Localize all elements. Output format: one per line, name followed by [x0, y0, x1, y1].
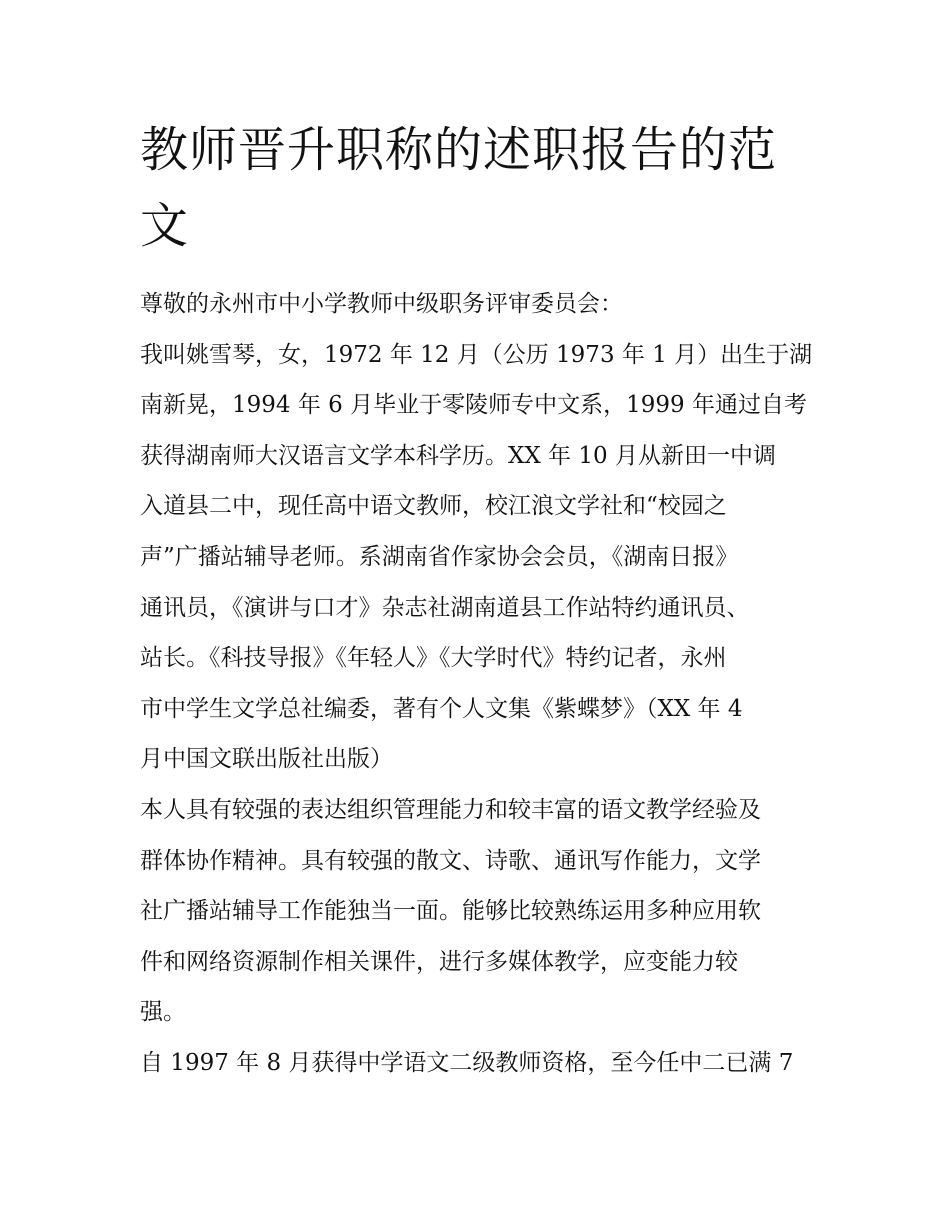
paragraph-line: 入道县二中，现任高中语文教师，校江浪文学社和“校园之 — [140, 493, 727, 520]
paragraph-line: 自 1997 年 8 月获得中学语文二级教师资格，至今任中二已满 7 — [140, 1049, 794, 1076]
paragraph-line: 南新晃，1994 年 6 月毕业于零陵师专中文系，1999 年通过自考 — [140, 392, 807, 419]
salutation: 尊敬的永州市中小学教师中级职务评审委员会： — [140, 291, 623, 317]
paragraph-line: 市中学生文学总社编委，著有个人文集《紫蝶梦》（XX 年 4 — [140, 695, 743, 722]
paragraph-line: 我叫姚雪琴，女，1972 年 12 月（公历 1973 年 1 月）出生于湖 — [140, 341, 813, 368]
paragraph-line: 本人具有较强的表达组织管理能力和较丰富的语文教学经验及 — [140, 796, 761, 823]
paragraph-line: 件和网络资源制作相关课件，进行多媒体教学，应变能力较 — [140, 948, 738, 975]
document-body — [140, 279, 820, 1089]
paragraph-line: 社广播站辅导工作能独当一面。能够比较熟练运用多种应用软 — [140, 898, 761, 925]
title-line: 文 — [140, 198, 190, 254]
title-line: 教师晋升职称的述职报告的范 — [140, 122, 778, 178]
paragraph-line: 群体协作精神。具有较强的散文、诗歌、通讯写作能力，文学 — [140, 847, 761, 874]
paragraph-line: 获得湖南师大汉语言文学本科学历。XX 年 10 月从新田一中调 — [140, 442, 776, 469]
paragraph-line: 声”广播站辅导老师。系湖南省作家协会会员，《湖南日报》 — [140, 543, 739, 570]
document-title — [140, 112, 820, 264]
paragraph-line: 月中国文联出版社出版） — [140, 746, 393, 773]
paragraph-line: 站长。《科技导报》《年轻人》《大学时代》特约记者，永州 — [140, 645, 727, 672]
paragraph-line: 通讯员，《演讲与口才》杂志社湖南道县工作站特约通讯员、 — [140, 594, 750, 621]
paragraph-line: 强。 — [140, 999, 186, 1026]
